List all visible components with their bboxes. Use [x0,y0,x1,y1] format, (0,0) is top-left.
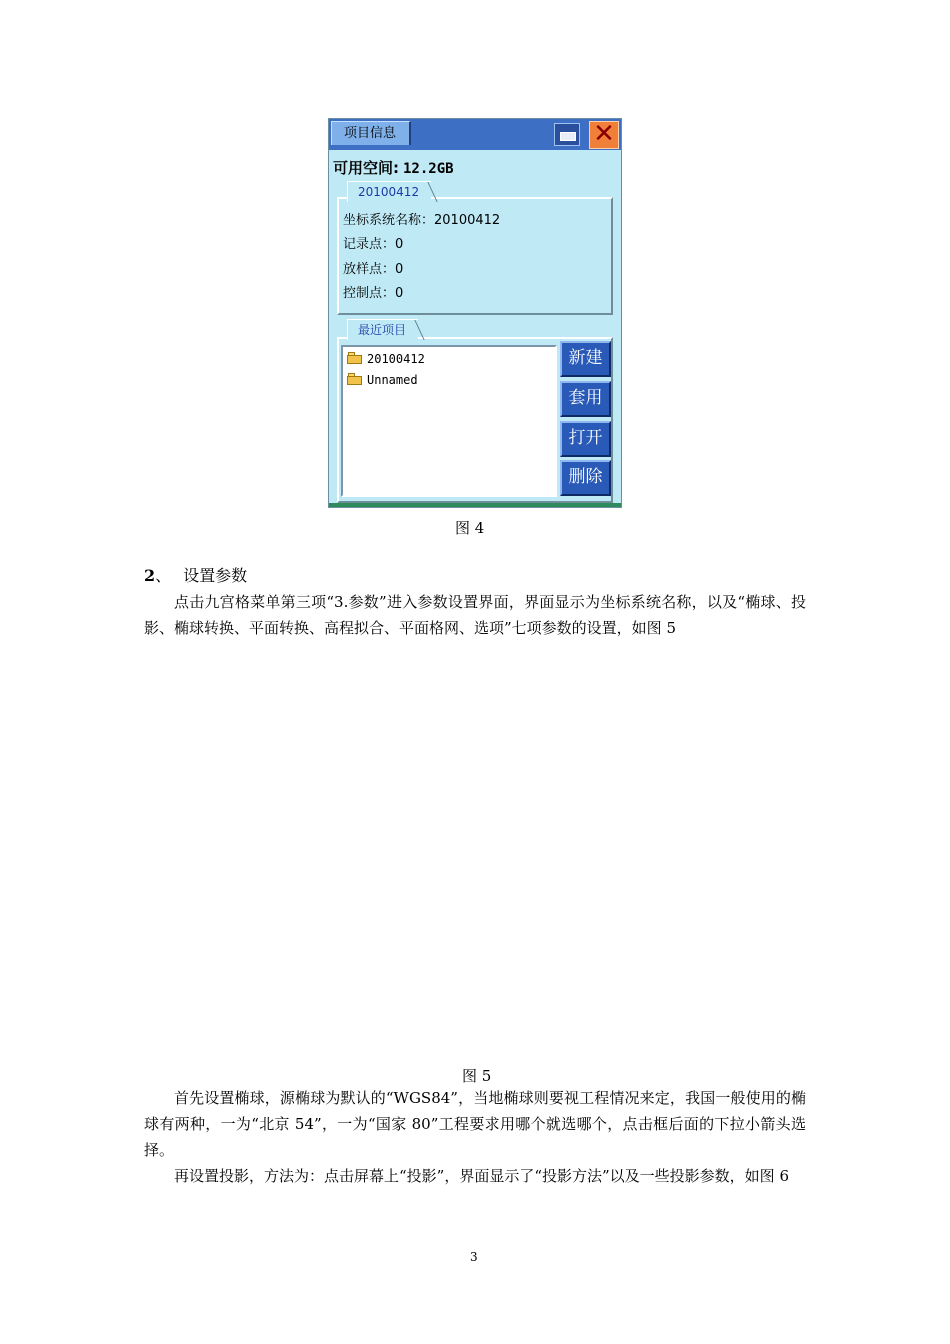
record-points: 记录点：0 [343,237,404,252]
delete-button[interactable]: 删除 [560,460,611,496]
page-number: 3 [470,1250,478,1264]
ellipsoid-paragraph: 首先设置椭球，源椭球为默认的“WGS84”，当地椭球则要视工程情况来定，我国一般使用的椭球有两种，一为“北京 54”，一为“国家 80”工程要求用哪个就选哪个，点击框后面的下拉小箭头选择。 [144,1089,806,1159]
open-button[interactable]: 打开 [560,421,611,457]
project-group-tab: 20100412 [347,181,431,202]
keyboard-icon[interactable] [554,123,580,146]
bottom-strip [329,503,621,507]
body-text [144,1085,806,1189]
project-info-screenshot [328,118,622,508]
title-bar [329,119,621,150]
section-number: 2 [144,566,156,585]
intro-paragraph: 点击九宫格菜单第三项“3.参数”进入参数设置界面，界面显示为坐标系统名称，以及“椭球、投影、椭球转换、平面转换、高程拟合、平面格网、选项”七项参数的设置，如图 5 [144,593,806,637]
coordinate-system-name: 坐标系统名称：20100412 [343,213,501,228]
control-points: 控制点：0 [343,286,404,301]
apply-button[interactable]: 套用 [560,381,611,417]
figure-4-caption: 图 4 [455,519,485,537]
recent-projects-tab: 最近项目 [347,319,418,340]
section-heading [144,563,247,586]
recent-projects-list[interactable] [341,345,557,497]
projection-paragraph: 再设置投影，方法为：点击屏幕上“投影”，界面显示了“投影方法”以及一些投影参数，如图 6 [174,1167,789,1185]
project-info-tab[interactable]: 项目信息 [331,121,411,145]
free-space-label: 可用空间: [333,159,399,177]
list-item[interactable]: Unnamed [347,371,418,389]
section-intro [144,589,806,641]
section-title: 设置参数 [183,566,248,585]
new-button[interactable]: 新建 [560,341,611,377]
free-space-value: 12.2GB [403,161,454,177]
figure-5-caption: 图 5 [462,1067,492,1085]
close-icon[interactable]: ✕ [589,121,619,149]
stakeout-points: 放样点：0 [343,262,404,277]
list-item[interactable]: 20100412 [347,350,425,368]
folder-icon [347,352,363,364]
section-separator: 、 [155,566,172,585]
folder-icon [347,373,363,385]
free-space [333,157,454,178]
